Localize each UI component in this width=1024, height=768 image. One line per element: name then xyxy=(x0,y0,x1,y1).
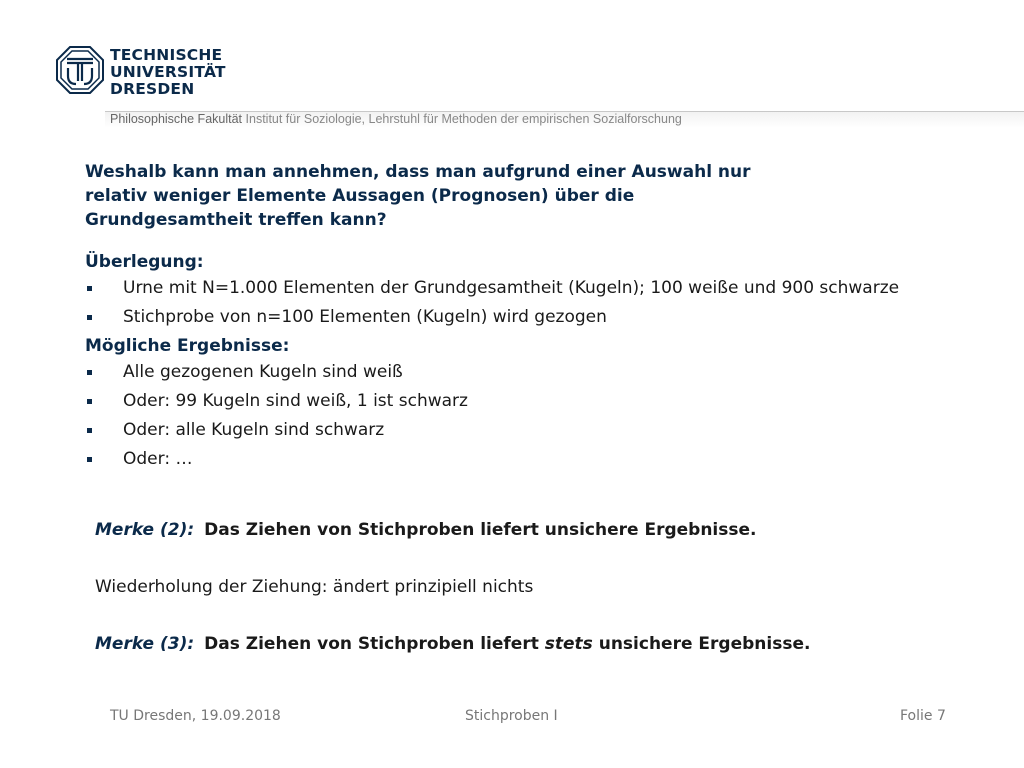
merke-2 xyxy=(95,518,975,542)
tu-dresden-logo xyxy=(56,46,226,100)
merke-3-text-after: unsichere Ergebnisse. xyxy=(592,634,811,654)
university-name xyxy=(110,47,226,98)
merke-3 xyxy=(95,632,975,656)
footer-date: TU Dresden, 19.09.2018 xyxy=(110,708,281,724)
section-heading-ueberlegung: Überlegung: xyxy=(85,252,204,272)
list-item: Alle gezogenen Kugeln sind weiß xyxy=(85,360,965,384)
merke-3-text-before: Das Ziehen von Stichproben liefert xyxy=(204,634,545,654)
list-item: Oder: 99 Kugeln sind weiß, 1 ist schwarz xyxy=(85,389,965,413)
footer-slide-number: Folie 7 xyxy=(900,708,946,724)
footer-title: Stichproben I xyxy=(465,708,558,724)
merke-block xyxy=(95,518,975,656)
ergebnisse-list xyxy=(85,360,965,471)
question-line: relativ weniger Elemente Aussagen (Prognosen) über die xyxy=(85,186,635,206)
bullet-square-icon xyxy=(87,457,92,462)
logo-line-2: UNIVERSITÄT xyxy=(110,63,226,81)
logo-line-3: DRESDEN xyxy=(110,80,195,98)
merke-2-label: Merke (2): xyxy=(95,520,195,540)
slide-question xyxy=(85,160,965,232)
institute-name: Institut für Soziologie, Lehrstuhl für Methoden der empirischen Sozialforschung xyxy=(245,112,682,126)
logo-line-1: TECHNISCHE xyxy=(110,46,223,64)
bullet-square-icon xyxy=(87,399,92,404)
list-item: Stichprobe von n=100 Elementen (Kugeln) wird gezogen xyxy=(85,305,965,329)
bullet-square-icon xyxy=(87,315,92,320)
section-heading-ergebnisse: Mögliche Ergebnisse: xyxy=(85,336,290,356)
merke-3-label: Merke (3): xyxy=(95,634,195,654)
ueberlegung-list xyxy=(85,276,965,329)
list-item: Urne mit N=1.000 Elementen der Grundgesamtheit (Kugeln); 100 weiße und 900 schwarze xyxy=(85,276,965,300)
list-item: Oder: … xyxy=(85,447,965,471)
list-item: Oder: alle Kugeln sind schwarz xyxy=(85,418,965,442)
bullet-square-icon xyxy=(87,428,92,433)
repeat-note: Wiederholung der Ziehung: ändert prinzipiell nichts xyxy=(95,577,534,597)
bullet-square-icon xyxy=(87,286,92,291)
merke-2-text: Das Ziehen von Stichproben liefert unsichere Ergebnisse. xyxy=(204,520,757,540)
question-line: Weshalb kann man annehmen, dass man aufgrund einer Auswahl nur xyxy=(85,162,751,182)
slide-content xyxy=(85,160,965,476)
bullet-square-icon xyxy=(87,370,92,375)
faculty-line xyxy=(110,112,682,126)
faculty-name: Philosophische Fakultät xyxy=(110,112,243,126)
question-line: Grundgesamtheit treffen kann? xyxy=(85,210,387,230)
tu-emblem-icon xyxy=(56,46,104,94)
merke-3-emphasis: stets xyxy=(544,634,593,654)
